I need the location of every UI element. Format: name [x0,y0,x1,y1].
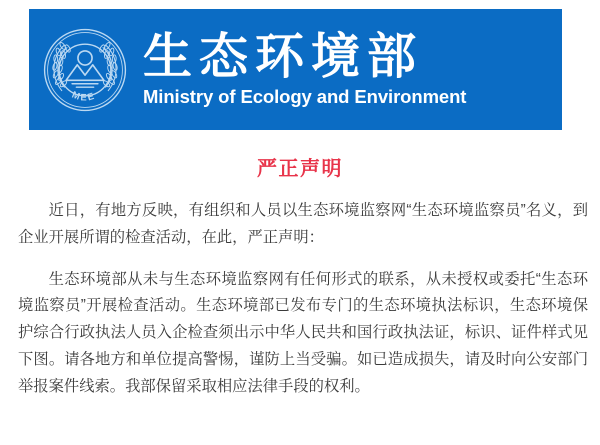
emblem-container [29,9,141,130]
page-title: 严正声明 [257,158,343,180]
statement-paragraph: 生态环境部从未与生态环境监察网有任何形式的联系，从未授权或委托“生态环境监察员”开展检查活动。生态环境部已发布专门的生态环境执法标识，生态环境保护综合行政执法人员入企检查须出示中华人民共和国行政执法证，标识、证件样式见下图。请各地方和单位提高警惕，谨防上当受骗。如已造成损失，请及时向公安部门举报案件线索。我部保留采取相应法律手段的权利。 [18,270,588,395]
statement-body [18,198,588,401]
ministry-title-en: Ministry of Ecology and Environment [143,86,467,108]
ministry-title-cn: 生态环境部 [143,29,424,84]
ministry-banner [29,9,562,130]
ministry-title-block [141,29,562,108]
statement-paragraph: 近日，有地方反映，有组织和人员以生态环境监察网“生态环境监察员”名义，到企业开展所谓的检查活动，在此，严正声明： [18,202,588,246]
svg-text:MEE: MEE [70,89,98,104]
mee-emblem-icon [42,27,128,113]
